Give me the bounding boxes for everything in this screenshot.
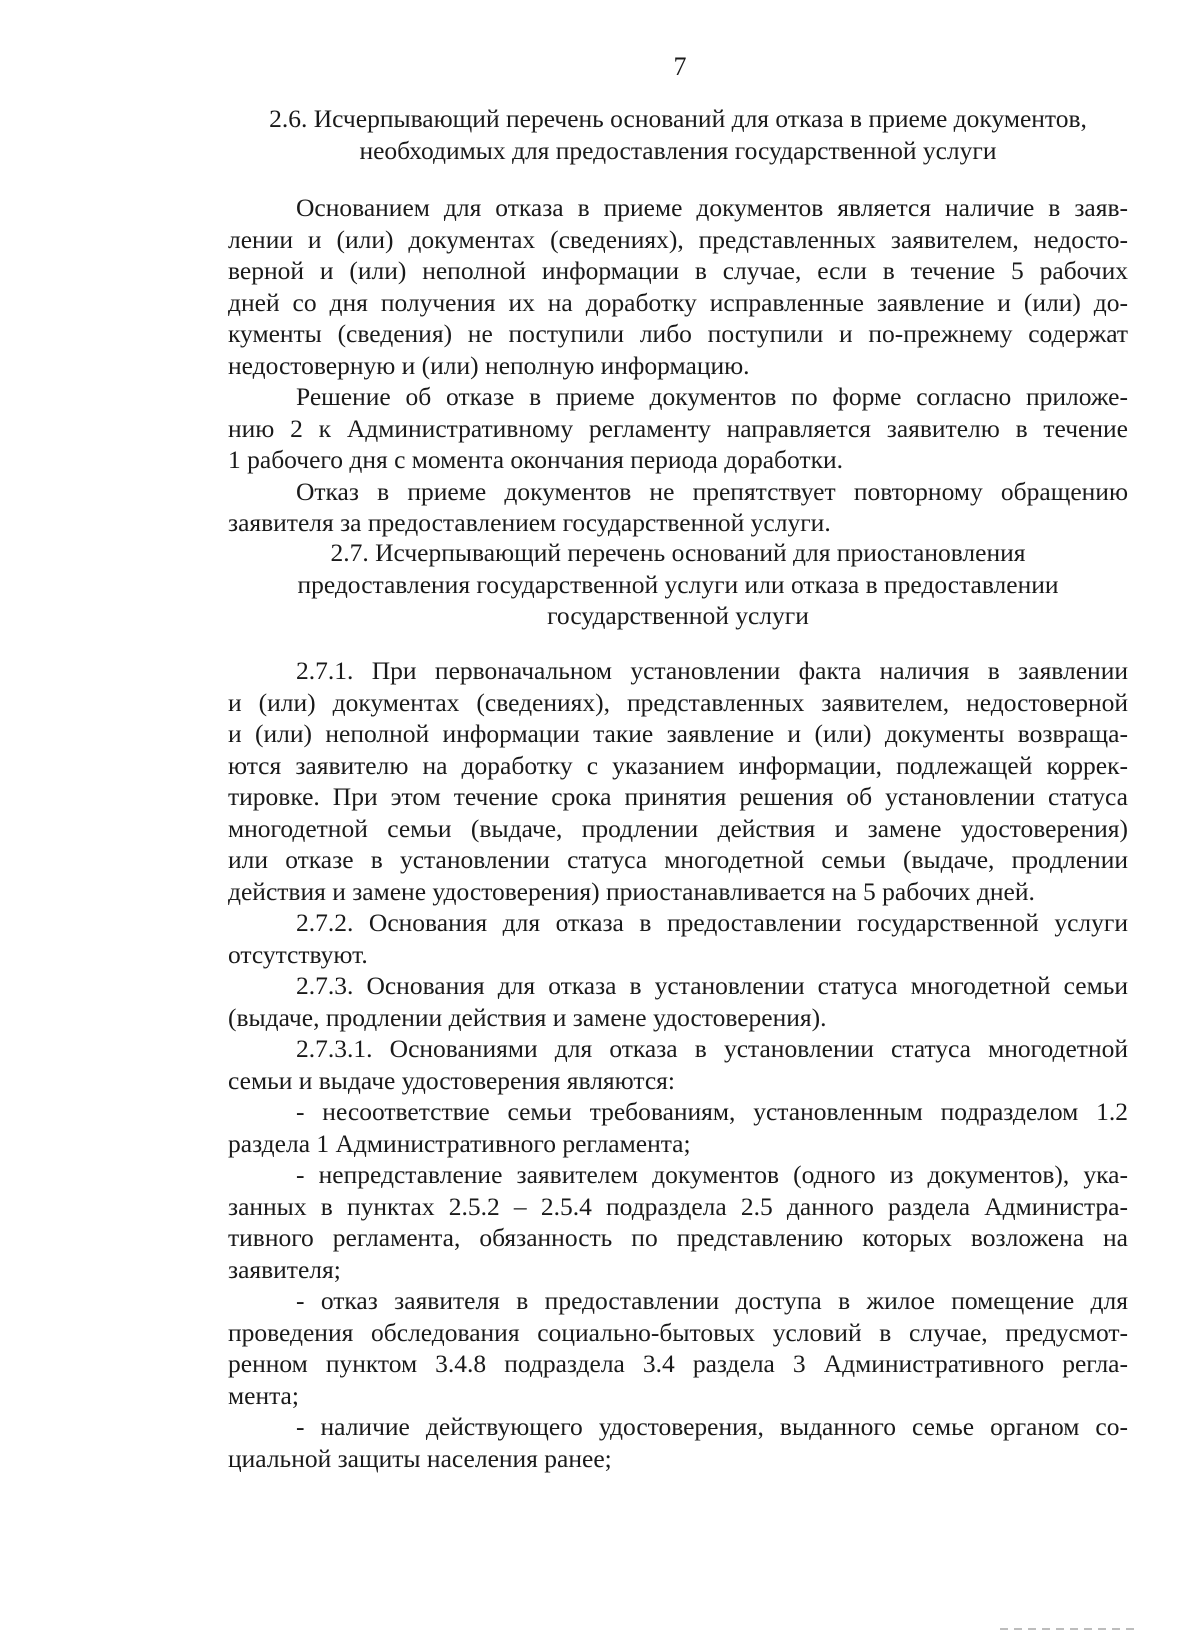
text-line: мента;	[228, 1380, 299, 1410]
heading-line: 2.7. Исчерпывающий перечень оснований для приостановления	[330, 538, 1026, 567]
text-line: 1 рабочего дня с момента окончания периода доработки.	[228, 445, 843, 474]
text-line: многодетной семьи (выдаче, продлении действия и замене удостоверения)	[228, 813, 1128, 843]
section-2-6-body	[228, 192, 1128, 539]
text-line: ренном пунктом 3.4.8 подраздела 3.4 раздела 3 Административного регла-	[228, 1349, 1128, 1378]
paragraph	[228, 907, 1128, 970]
text-line: тивного регламента, обязанность по представлению которых возложена на	[228, 1223, 1128, 1252]
text-line: 2.7.2. Основания для отказа в предоставлении государственной услуги	[296, 908, 1128, 937]
text-line: и (или) неполной информации такие заявление и (или) документы возвраща-	[228, 719, 1128, 748]
text-line: недостоверную и (или) неполную информацию.	[228, 350, 750, 380]
paragraph	[228, 1096, 1128, 1159]
page-number: 7	[673, 52, 687, 81]
text-line: 2.7.1. При первоначальном установлении факта наличия в заявлении	[296, 656, 1128, 685]
text-line: - непредставление заявителем документов (одного из документов), ука-	[296, 1160, 1128, 1189]
text-line: действия и замене удостоверения) приостанавливается на 5 рабочих дней.	[228, 876, 1035, 906]
text-line: заявителя за предоставлением государственной услуги.	[228, 508, 831, 537]
paragraph	[228, 655, 1128, 907]
heading-line: 2.6. Исчерпывающий перечень оснований для отказа в приеме документов,	[269, 104, 1087, 133]
paragraph	[228, 1033, 1128, 1096]
paragraph	[228, 476, 1128, 539]
text-line: или отказе в установлении статуса многодетной семьи (выдаче, продлении	[228, 845, 1128, 874]
scan-artifact	[1000, 1628, 1140, 1630]
text-line: лении и (или) документах (сведениях), представленных заявителем, недосто-	[228, 224, 1128, 254]
text-line: Отказ в приеме документов не препятствует повторному обращению	[296, 476, 1128, 506]
text-line: занных в пунктах 2.5.2 – 2.5.4 подраздела 2.5 данного раздела Администра-	[228, 1191, 1128, 1221]
heading-line: необходимых для предоставления государственной услуги	[359, 135, 997, 165]
section-2-7-body	[228, 655, 1128, 1474]
section-2-7-heading	[228, 537, 1128, 632]
text-line: верной и (или) неполной информации в случае, если в течение 5 рабочих	[228, 256, 1128, 285]
paragraph	[228, 381, 1128, 476]
text-line: Основанием для отказа в приеме документов является наличие в заяв-	[296, 193, 1128, 222]
text-line: ются заявителю на доработку с указанием информации, подлежащей коррек-	[228, 750, 1128, 780]
text-line: отсутствуют.	[228, 939, 368, 969]
paragraph	[228, 970, 1128, 1033]
text-line: кументы (сведения) не поступили либо поступили и по-прежнему содержат	[228, 319, 1128, 348]
heading-line: государственной услуги	[547, 601, 809, 630]
paragraph	[228, 1159, 1128, 1285]
text-line: - несоответствие семьи требованиям, установленным подразделом 1.2	[296, 1097, 1128, 1126]
heading-line: предоставления государственной услуги или отказа в предоставлении	[297, 569, 1059, 599]
text-line: семьи и выдаче удостоверения являются:	[228, 1065, 675, 1095]
text-line: 2.7.3. Основания для отказа в установлении статуса многодетной семьи	[296, 971, 1128, 1000]
text-line: тировке. При этом течение срока принятия решения об установлении статуса	[228, 782, 1128, 811]
text-line: раздела 1 Административного регламента;	[228, 1128, 691, 1158]
text-line: и (или) документах (сведениях), представленных заявителем, недостоверной	[228, 687, 1128, 717]
text-line: - наличие действующего удостоверения, выданного семье органом со-	[296, 1412, 1128, 1441]
text-line: - отказ заявителя в предоставлении доступа в жилое помещение для	[296, 1286, 1128, 1315]
paragraph	[228, 192, 1128, 381]
text-line: заявителя;	[228, 1254, 341, 1284]
paragraph	[228, 1411, 1128, 1474]
text-line: проведения обследования социально-бытовых условий в случае, предусмот-	[228, 1317, 1128, 1347]
text-line: дней со дня получения их на доработку исправленные заявление и (или) до-	[228, 287, 1128, 317]
text-line: 2.7.3.1. Основаниями для отказа в установлении статуса многодетной	[296, 1034, 1128, 1063]
text-line: циальной защиты населения ранее;	[228, 1443, 612, 1473]
text-line: (выдаче, продлении действия и замене удостоверения).	[228, 1002, 827, 1032]
section-2-6-heading	[228, 103, 1128, 166]
paragraph	[228, 1285, 1128, 1411]
text-line: нию 2 к Административному регламенту направляется заявителю в течение	[228, 413, 1128, 443]
text-line: Решение об отказе в приеме документов по форме согласно приложе-	[296, 382, 1128, 411]
